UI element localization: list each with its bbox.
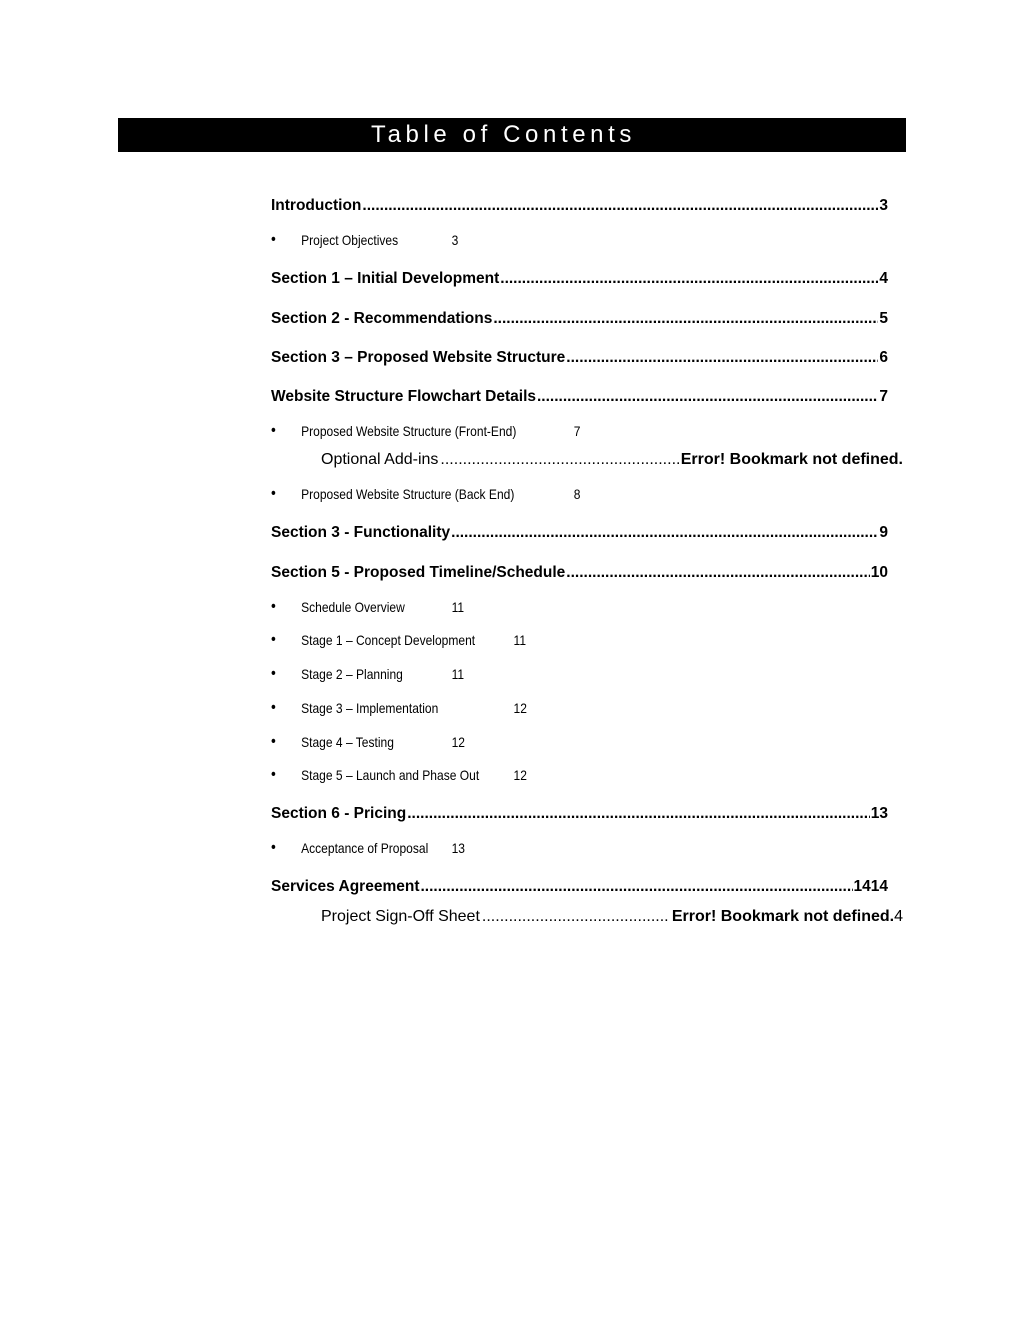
title-bar: [118, 118, 906, 152]
bookmark-error: Error! Bookmark not defined.: [680, 451, 903, 468]
toc-entry-section-3-functionality[interactable]: [271, 523, 888, 543]
dot-leader: [440, 450, 678, 470]
dot-leader: [566, 563, 869, 583]
toc-entry-section-6[interactable]: [271, 804, 888, 824]
toc-label: Stage 5 – Launch and Phase Out: [301, 767, 480, 783]
dot-leader: [566, 348, 878, 368]
toc-label: Optional Add-ins: [321, 451, 439, 468]
toc-label: Proposed Website Structure (Back End): [301, 486, 515, 502]
toc-label: Stage 3 – Implementation: [301, 700, 439, 716]
toc-label: Schedule Overview: [301, 599, 405, 615]
toc-page-number: 7: [879, 388, 888, 405]
toc-entry-section-2[interactable]: [271, 309, 888, 329]
toc-page-number: 3: [451, 232, 459, 248]
toc-page-number: 8: [573, 486, 581, 502]
bullet-icon: •: [271, 766, 276, 783]
toc-label: Stage 1 – Concept Development: [301, 632, 476, 648]
toc-entry-sign-off-sheet[interactable]: [321, 907, 903, 927]
toc-label: Introduction: [271, 197, 362, 214]
toc-page-number: 3: [879, 197, 888, 214]
toc-label: Services Agreement: [271, 878, 420, 895]
toc-label: Project Sign-Off Sheet: [321, 908, 480, 925]
toc-label: Acceptance of Proposal: [301, 840, 429, 856]
toc-entry-section-3-structure[interactable]: [271, 348, 888, 368]
toc-page-number: 12: [451, 734, 465, 750]
toc-label: Project Objectives: [301, 232, 399, 248]
bullet-icon: •: [271, 422, 276, 439]
bullet-icon: •: [271, 485, 276, 502]
toc-page-number: 11: [451, 599, 465, 615]
bullet-icon: •: [271, 665, 276, 682]
toc-page-number: 6: [879, 349, 888, 366]
toc-page-number: 9: [879, 524, 888, 541]
dot-leader: [362, 196, 878, 216]
dot-leader: [482, 907, 670, 927]
bullet-icon: •: [271, 839, 276, 856]
toc-page-number: 4: [894, 908, 903, 925]
toc-label: Website Structure Flowchart Details: [271, 388, 536, 405]
toc-label: Stage 4 – Testing: [301, 734, 394, 750]
dot-leader: [493, 309, 878, 329]
toc-page-number: 13: [870, 805, 888, 822]
toc-page-number: 11: [451, 666, 465, 682]
bullet-icon: •: [271, 231, 276, 248]
toc-page-number: 5: [879, 310, 888, 327]
toc-label: Section 3 - Functionality: [271, 524, 451, 541]
page-title: Table of Contents: [371, 121, 636, 148]
bookmark-error: Error! Bookmark not defined.: [671, 908, 895, 925]
dot-leader: [500, 269, 878, 289]
bullet-icon: •: [271, 733, 276, 750]
dot-leader: [451, 523, 878, 543]
toc-entry-optional-addins[interactable]: [321, 450, 903, 470]
toc-entry-services-agreement[interactable]: [271, 877, 888, 897]
toc-label: Section 6 - Pricing: [271, 805, 407, 822]
toc-page-number: 12: [513, 700, 527, 716]
toc-page-number: 12: [513, 767, 527, 783]
bullet-icon: •: [271, 631, 276, 648]
toc-page-number: 10: [870, 564, 888, 581]
toc-page-number: 7: [573, 423, 581, 439]
toc-entry-flowchart-details[interactable]: [271, 387, 888, 407]
bullet-icon: •: [271, 598, 276, 615]
toc-page-number: 13: [451, 840, 465, 856]
dot-leader: [420, 877, 852, 897]
toc-entry-section-1[interactable]: [271, 269, 888, 289]
toc-label: Section 1 – Initial Development: [271, 270, 500, 287]
toc-label: Stage 2 – Planning: [301, 666, 403, 682]
toc-entry-section-5[interactable]: [271, 563, 888, 583]
toc-label: Section 3 – Proposed Website Structure: [271, 349, 566, 366]
toc-label: Proposed Website Structure (Front-End): [301, 423, 517, 439]
dot-leader: [537, 387, 878, 407]
dot-leader: [407, 804, 870, 824]
toc-page-number: 1414: [853, 878, 888, 895]
bullet-icon: •: [271, 699, 276, 716]
toc-label: Section 2 - Recommendations: [271, 310, 493, 327]
toc-page-number: 4: [879, 270, 888, 287]
toc-entry-introduction[interactable]: [271, 196, 888, 216]
toc-label: Section 5 - Proposed Timeline/Schedule: [271, 564, 566, 581]
toc-page-number: 11: [513, 632, 527, 648]
